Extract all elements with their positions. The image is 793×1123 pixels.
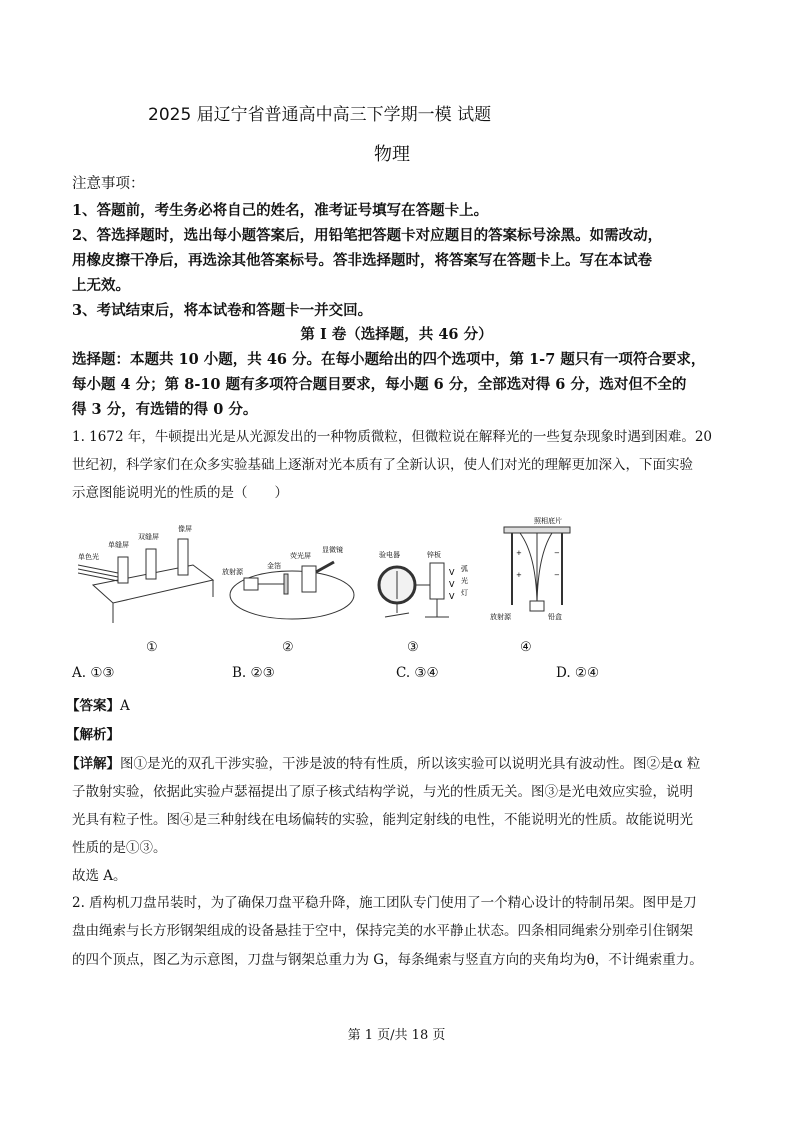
figure-number-1: ① [146, 640, 158, 655]
notice-item-1: 1、答题前，考生务必将自己的姓名，准考证号填写在答题卡上。 [72, 202, 489, 219]
svg-text:−: − [554, 549, 560, 557]
fig4-label-source: 放射源 [490, 613, 511, 621]
fig3-label-arc: 弧 [461, 565, 468, 573]
choice-a: A. ①③ [72, 665, 115, 681]
fig1-label-image-screen: 像屏 [178, 525, 192, 533]
fig4-label-photo-film: 照相底片 [534, 517, 562, 525]
q2-stem-line1: 2. 盾构机刀盘吊装时，为了确保刀盘平稳升降，施工团队专门使用了一个精心设计的特制吊架。图甲是刀 [72, 895, 697, 911]
fig2-label-microscope: 显微镜 [322, 546, 343, 554]
analysis-label: 【解析】 [66, 727, 120, 743]
figure-number-3: ③ [407, 640, 419, 655]
fig3-label-lamp: 灯 [461, 589, 468, 597]
svg-text:V: V [449, 568, 455, 577]
q1-stem-line1: 1. 1672 年，牛顿提出光是从光源发出的一种物质微粒，但微粒说在解释光的一些复杂现象时遇到困难。20 [72, 429, 712, 445]
figure-photoelectric [375, 545, 485, 625]
figure-double-slit [78, 525, 218, 625]
svg-text:+: + [516, 549, 522, 557]
choice-d: D. ②④ [556, 665, 600, 681]
figure-number-4: ④ [520, 640, 532, 655]
notice-item-2-line1: 2、答选择题时，选出每小题答案后，用铅笔把答题卡对应题目的答案标号涂黑。如需改动， [72, 227, 663, 244]
choice-b: B. ②③ [232, 665, 275, 681]
detail-line2: 子散射实验，依据此实验卢瑟福提出了原子核式结构学说，与光的性质无关。图③是光电效应实验，说明 [72, 784, 693, 800]
q2-stem-line3: 的四个顶点，图乙为示意图，刀盘与钢架总重力为 G，每条绳索与竖直方向的夹角均为θ，不计绳索重力。 [72, 952, 703, 968]
svg-text:+: + [516, 571, 522, 579]
page-footer: 第 1 页/共 18 页 [347, 1028, 446, 1043]
detail-line4: 性质的是①③。 [72, 840, 167, 856]
svg-text:V: V [449, 592, 455, 601]
fig1-label-double-slit: 双缝屏 [138, 533, 159, 541]
detail-line3: 光具有粒子性。图④是三种射线在电场偏转的实验，能判定射线的电性，不能说明光的性质。故能说明光 [72, 812, 693, 828]
notice-item-3: 3、考试结束后，将本试卷和答题卡一并交回。 [72, 302, 373, 319]
detail-line1 [66, 752, 726, 777]
figure-number-2: ② [282, 640, 294, 655]
q2-stem-line2: 盘由绳索与长方形钢架组成的设备悬挂于空中，保持完美的水平静止状态。四条相同绳索分别牵引住钢架 [72, 923, 693, 939]
fig2-label-fluorescent-screen: 荧光屏 [290, 552, 311, 560]
answer-label: 【答案】 [66, 698, 120, 714]
detail-text-1: 图①是光的双孔干涉实验，干涉是波的特有性质，所以该实验可以说明光具有波动性。图②是α 粒 [120, 756, 701, 772]
notice-heading: 注意事项： [72, 176, 145, 192]
conclusion: 故选 A。 [72, 868, 127, 884]
fig4-label-lead-box: 铅盒 [548, 613, 562, 621]
svg-text:−: − [554, 571, 560, 579]
fig2-label-gold-foil: 金箔 [267, 562, 281, 570]
subject-title: 物理 [374, 144, 410, 165]
figure-alpha-scattering [222, 540, 357, 625]
fig2-label-source: 放射源 [222, 568, 243, 576]
exam-title: 2025 届辽宁省普通高中高三下学期一模 试题 [148, 105, 492, 125]
q1-stem-line2: 世纪初，科学家们在众多实验基础上逐渐对光本质有了全新认识，使人们对光的理解更加深入，下面实验 [72, 457, 693, 473]
fig3-label-electroscope: 验电器 [379, 551, 400, 559]
section-title: 第 I 卷（选择题，共 46 分） [300, 326, 493, 343]
detail-label: 【详解】 [66, 756, 120, 772]
section-instructions-line2: 每小题 4 分；第 8-10 题有多项符合题目要求，每小题 6 分，全部选对得 6 分，选对但不全的 [72, 376, 687, 393]
section-instructions-line3: 得 3 分，有选错的得 0 分。 [72, 401, 258, 418]
notice-item-2-line3: 上无效。 [72, 277, 130, 294]
notice-item-2-line2: 用橡皮擦干净后，再选涂其他答案标号。答非选择题时，将答案写在答题卡上。写在本试卷 [72, 252, 652, 269]
answer-value: A [120, 698, 130, 714]
fig3-label-zinc-plate: 锌板 [427, 551, 441, 559]
fig1-label-monochrome-light: 单色光 [78, 553, 99, 561]
section-instructions-line1: 选择题：本题共 10 小题，共 46 分。在每小题给出的四个选项中，第 1-7 题只有一项符合要求， [72, 351, 706, 368]
svg-text:V: V [449, 580, 455, 589]
fig3-label-light: 光 [461, 577, 468, 585]
figure-radiation-field [490, 515, 585, 625]
q1-stem-line3: 示意图能说明光的性质的是（ ） [72, 485, 288, 501]
fig1-label-single-slit: 单缝屏 [108, 541, 129, 549]
choice-c: C. ③④ [396, 665, 439, 681]
answer-line [66, 694, 726, 719]
